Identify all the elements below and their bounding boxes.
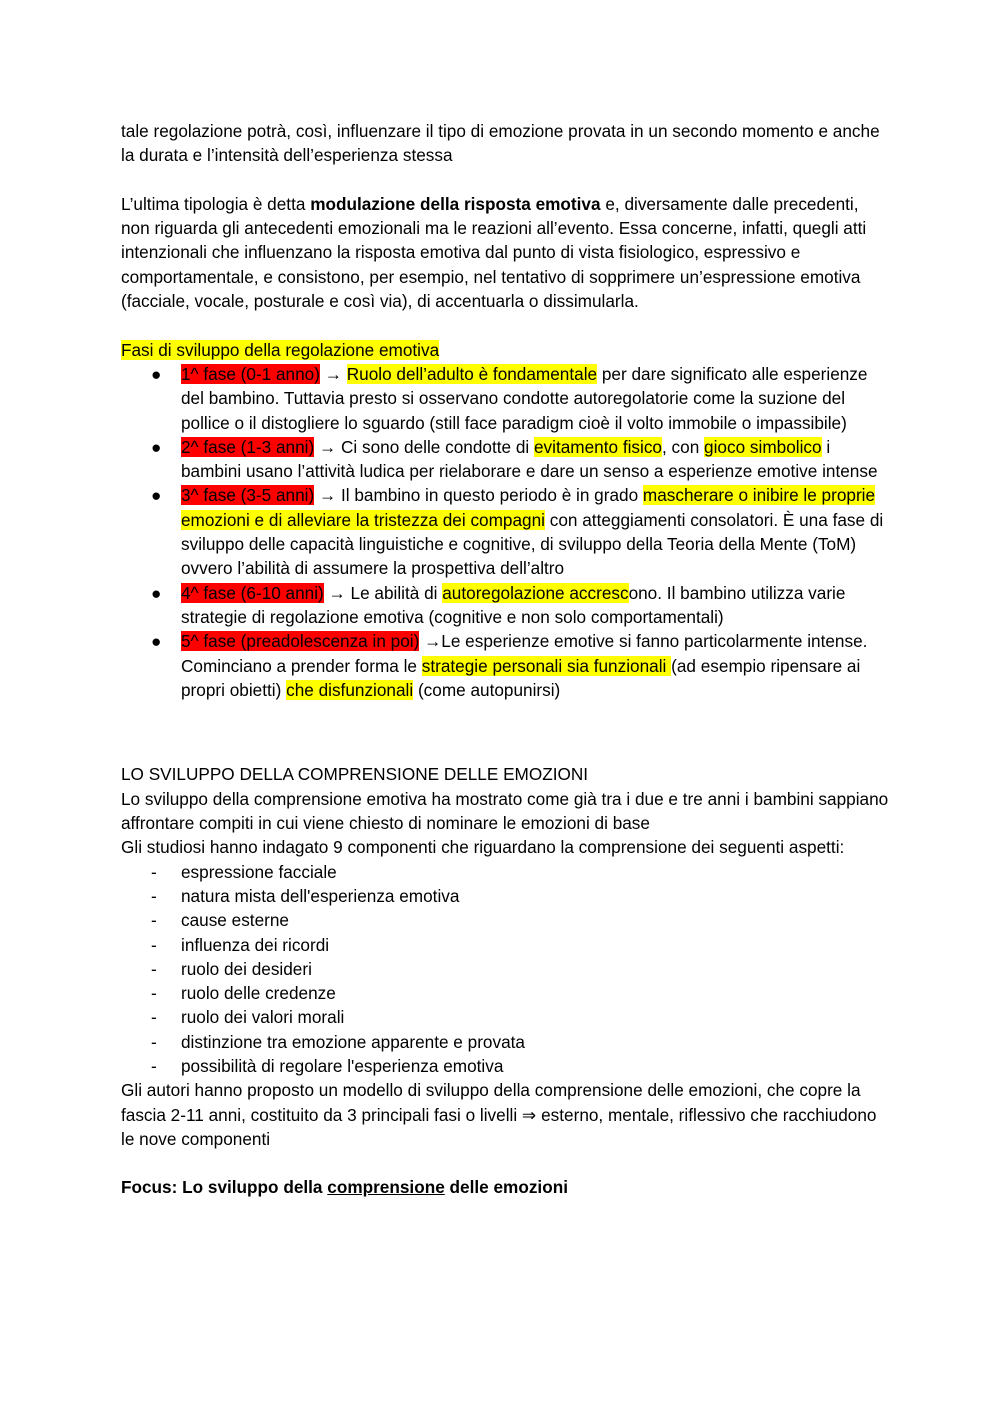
dash-icon: - <box>151 1031 157 1052</box>
phases-title <box>121 338 891 362</box>
dash-icon: - <box>151 1055 157 1076</box>
phase-highlight: evitamento fisico <box>533 436 662 457</box>
modulation-paragraph <box>121 192 891 313</box>
section-paragraph: Gli studiosi hanno indagato 9 componenti che riguardano la comprensione dei seguenti aspetti: <box>121 837 845 858</box>
phase-arrow: → Le abilità di <box>323 582 443 603</box>
section-paragraph: Gli autori hanno proposto un modello di sviluppo della comprensione delle emozioni, che copre la fascia 2-11 anni, costituito da 3 principali fasi o livelli ⇒ esterno, mentale, riflessivo che racchiudono le nove componenti <box>121 1080 877 1149</box>
list-item <box>121 933 891 957</box>
dash-icon: - <box>151 934 157 955</box>
list-item <box>121 860 891 884</box>
phase-text: con atteggiamenti consolatori. È una fase di sviluppo delle capacità linguistiche e cognitive, di sviluppo della Teoria della Mente (ToM) ovvero l’abilità di assumere la prospettiva dell’altro <box>181 509 884 579</box>
phase-arrow: → Il bambino in questo periodo è in grado <box>314 485 643 506</box>
bullet-icon: ● <box>151 363 162 384</box>
phase-highlight: mascherare o inibire le proprie emozioni e di alleviare la tristezza dei compagni <box>181 485 876 530</box>
phase-arrow: → Ci sono delle condotte di <box>314 436 534 457</box>
focus-pre: Focus: Lo sviluppo della <box>121 1177 328 1198</box>
list-item <box>121 981 891 1005</box>
dash-icon: - <box>151 983 157 1004</box>
list-item-text: espressione facciale <box>181 861 337 882</box>
list-item-text: ruolo delle credenze <box>181 983 336 1004</box>
phase-arrow: → <box>319 363 347 384</box>
phase-text: (ad esempio ripensare ai propri obietti) <box>181 655 861 700</box>
intro-paragraph: tale regolazione potrà, così, influenzare il tipo di emozione provata in un secondo momento e anche la durata e l’intensità dell’esperienza stessa <box>121 121 880 166</box>
phase-item <box>121 629 891 702</box>
list-item <box>121 1030 891 1054</box>
phase-highlight: che disfunzionali <box>286 679 414 700</box>
document-page <box>121 119 891 1200</box>
phase-label: 5^ fase (preadolescenza in poi) <box>181 631 420 652</box>
dash-icon: - <box>151 861 157 882</box>
list-item-text: ruolo dei desideri <box>181 958 312 979</box>
focus-post: delle emozioni <box>444 1177 568 1198</box>
phase-text: , con <box>662 436 705 457</box>
section-paragraph: Lo sviluppo della comprensione emotiva ha mostrato come già tra i due e tre anni i bambini sappiano affrontare compiti in cui viene chiesto di nominare le emozioni di base <box>121 788 889 834</box>
phase-highlight: autoregolazione accresc <box>442 582 629 603</box>
bullet-icon: ● <box>151 631 162 652</box>
phase-item <box>121 483 891 580</box>
list-item <box>121 884 891 908</box>
focus-underlined: comprensione <box>327 1177 445 1198</box>
phases-title-text: Fasi di sviluppo della regolazione emotiva <box>121 339 440 360</box>
list-item-text: influenza dei ricordi <box>181 934 330 955</box>
phase-highlight: strategie personali sia funzionali <box>421 655 672 676</box>
phase-highlight: Ruolo dell’adulto è fondamentale <box>346 363 598 384</box>
focus-heading <box>121 1175 891 1199</box>
phase-text: per dare significato alle esperienze del bambino. Tuttavia presto si osservano condotte autoregolatorie come la suzione del pollice o il distogliere lo sguardo (still face paradigm cioè il volto immobile o impassibile) <box>181 363 868 433</box>
list-item-text: distinzione tra emozione apparente e provata <box>181 1031 525 1052</box>
phase-arrow: →Le esperienze emotive si fanno particolarmente intense. Cominciano a prender forma le <box>181 631 868 676</box>
list-item <box>121 957 891 981</box>
phase-text: (come autopunirsi) <box>413 679 561 700</box>
phases-list <box>121 362 891 702</box>
dash-icon: - <box>151 958 157 979</box>
list-item-text: ruolo dei valori morali <box>181 1007 345 1028</box>
phase-text: i bambini usano l’attività ludica per rielaborare e dare un senso a esperienze emotive intense <box>181 436 878 482</box>
phase-label: 3^ fase (3-5 anni) <box>181 485 315 506</box>
modulation-post: e, diversamente dalle precedenti, non riguarda gli antecedenti emozionali ma le reazioni all’evento. Essa concerne, infatti, quegli atti intenzionali che influenzano la risposta emotiva dal punto di vista fisiologico, espressivo e comportamentale, e consistono, per esempio, nel tentativo di sopprimere un’espressione emotiva (facciale, vocale, posturale e così via), di accentuarla o dissimularla. <box>121 193 867 312</box>
phase-label: 2^ fase (1-3 anni) <box>181 436 315 457</box>
modulation-pre: L’ultima tipologia è detta <box>121 193 311 214</box>
phase-text: ono. Il bambino utilizza varie strategie di regolazione emotiva (cognitive e non solo comportamentali) <box>181 582 846 627</box>
list-item <box>121 1054 891 1078</box>
phase-item <box>121 435 891 484</box>
bullet-icon: ● <box>151 436 162 457</box>
phase-item <box>121 581 891 630</box>
phase-item <box>121 362 891 435</box>
dash-icon: - <box>151 1007 157 1028</box>
phase-highlight: gioco simbolico <box>704 436 822 457</box>
components-list <box>121 860 891 1079</box>
dash-icon: - <box>151 910 157 931</box>
section-title: LO SVILUPPO DELLA COMPRENSIONE DELLE EMOZIONI <box>121 764 589 785</box>
list-item-text: natura mista dell'esperienza emotiva <box>181 885 460 906</box>
modulation-bold-term: modulazione della risposta emotiva <box>310 193 601 214</box>
bullet-icon: ● <box>151 582 162 603</box>
bullet-icon: ● <box>151 485 162 506</box>
list-item-text: cause esterne <box>181 910 289 931</box>
list-item <box>121 1005 891 1029</box>
list-item-text: possibilità di regolare l'esperienza emotiva <box>181 1055 504 1076</box>
phase-label: 4^ fase (6-10 anni) <box>181 582 324 603</box>
phase-label: 1^ fase (0-1 anno) <box>181 363 320 384</box>
list-item <box>121 908 891 932</box>
dash-icon: - <box>151 885 157 906</box>
